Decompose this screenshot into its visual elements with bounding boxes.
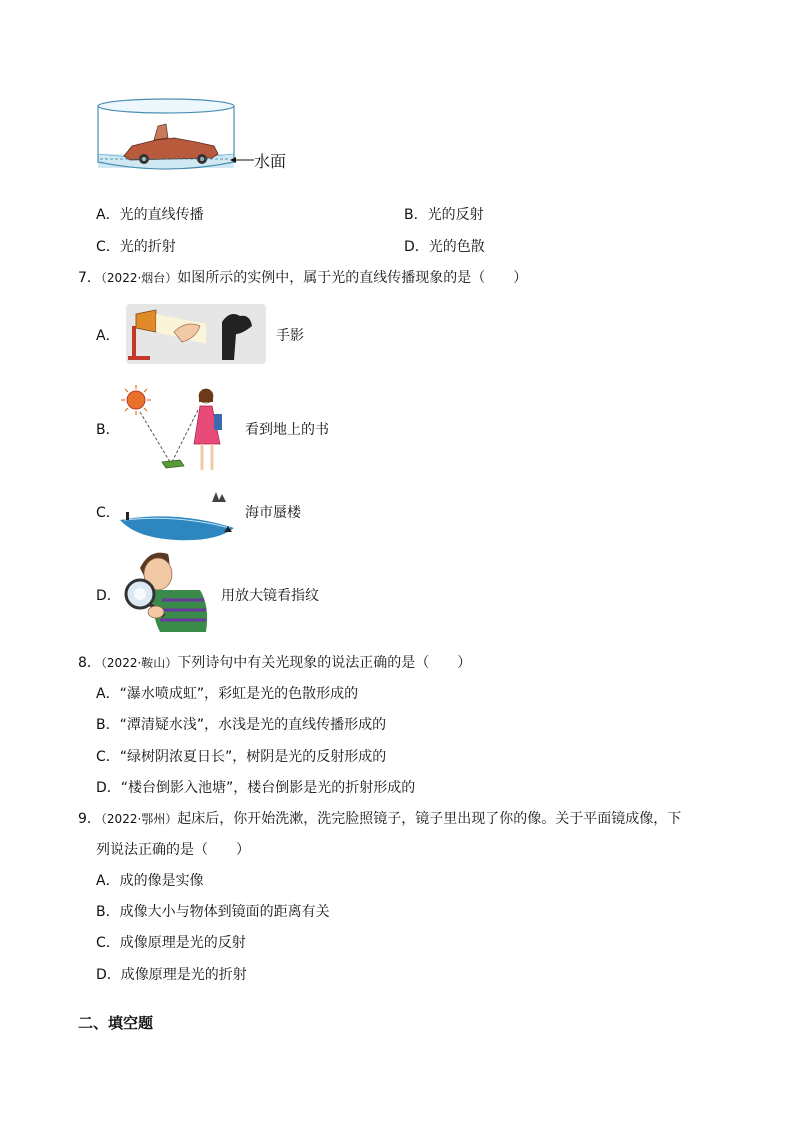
q8-source: （2022·鞍山） [100,656,178,670]
q6-option-b[interactable] [404,205,484,225]
q9-option-c-letter: C． [96,935,120,951]
car-shape [124,124,218,164]
q9-option-d-letter: D． [96,967,121,983]
q9-number: 9． [78,811,101,827]
q6-option-b-text: 光的反射 [427,207,484,223]
q8-option-c-text: “绿树阴浓夏日长”，树阴是光的反射形成的 [119,749,387,765]
q8-option-a[interactable] [96,684,358,704]
water-tank-illustration [96,96,336,176]
q8-option-d-text: “楼台倒影入池塘”，楼台倒影是光的折射形成的 [120,780,416,796]
q7-option-b-caption: 看到地上的书 [245,422,329,438]
q6-option-a-text: 光的直线传播 [119,207,204,223]
q9-option-a[interactable] [96,871,204,891]
q7-option-d-letter[interactable]: D． [96,588,121,604]
hand-shadow-figure [126,304,266,368]
q9-option-d-text: 成像原理是光的折射 [120,967,247,983]
q8-option-d[interactable] [96,778,415,798]
q6-option-d-text: 光的色散 [428,239,485,255]
mirage-illustration [116,490,240,542]
q9-option-c-text: 成像原理是光的反射 [119,935,246,951]
q6-option-b-letter: B． [404,207,428,223]
q7-option-c-letter[interactable]: C． [96,505,120,521]
q7-option-c-caption: 海市蜃楼 [245,505,301,521]
q6-option-c[interactable] [96,237,176,257]
q9-stem-text-line1: 起床后，你开始洗漱，洗完脸照镜子，镜子里出现了你的像。关于平面镜成像，下 [177,811,682,827]
q8-option-d-letter: D． [96,780,121,796]
q6-option-a-letter: A． [96,207,120,223]
q6-option-c-text: 光的折射 [119,239,176,255]
q6-option-c-letter: C． [96,239,120,255]
q6-option-a[interactable] [96,205,204,225]
q9-option-a-text: 成的像是实像 [119,873,204,889]
q7-number: 7． [78,270,101,286]
book-reflection-illustration [120,384,240,476]
q8-option-a-text: “瀑水喷成虹”，彩虹是光的色散形成的 [119,686,359,702]
q6-option-d-letter: D． [404,239,429,255]
water-tank-figure [96,96,336,176]
q8-number: 8． [78,655,101,671]
q9-option-b-text: 成像大小与物体到镜面的距离有关 [119,904,330,920]
q9-option-b[interactable] [96,902,330,922]
q9-source: （2022·鄂州） [100,812,178,826]
magnifier-illustration [120,546,212,638]
q7-stem-text: 如图所示的实例中，属于光的直线传播现象的是（ ） [177,270,528,286]
q9-option-c[interactable] [96,933,246,953]
q9-stem-line2: 列说法正确的是（ ） [96,842,250,858]
q8-stem-text: 下列诗句中有关光现象的说法正确的是（ ） [177,655,472,671]
q7-option-d-caption: 用放大镜看指纹 [221,588,319,604]
mirage-figure [116,490,240,546]
q9-option-b-letter: B． [96,904,120,920]
q9-stem-line1 [78,809,681,829]
hand-shadow-illustration [126,304,266,364]
q8-option-b-letter: B． [96,717,120,733]
q7-option-b-letter[interactable]: B． [96,422,120,438]
q8-option-c-letter: C． [96,749,120,765]
q8-option-a-letter: A． [96,686,120,702]
q7-option-a-caption: 手影 [276,328,304,344]
q8-option-b-text: “潭清疑水浅”，水浅是光的直线传播形成的 [119,717,387,733]
q9-option-d[interactable] [96,965,247,985]
q8-stem [78,653,471,673]
q7-stem [78,268,527,288]
q8-option-c[interactable] [96,747,386,767]
q7-source: （2022·烟台） [100,271,178,285]
magnifier-figure [120,546,212,642]
water-surface-label: 水面 [254,152,287,171]
section2-title: 二、填空题 [78,1014,154,1032]
book-reflection-figure [120,384,240,480]
q6-option-d[interactable] [404,237,485,257]
q8-option-b[interactable] [96,715,386,735]
q7-option-a-letter[interactable]: A． [96,328,120,344]
q9-option-a-letter: A． [96,873,120,889]
